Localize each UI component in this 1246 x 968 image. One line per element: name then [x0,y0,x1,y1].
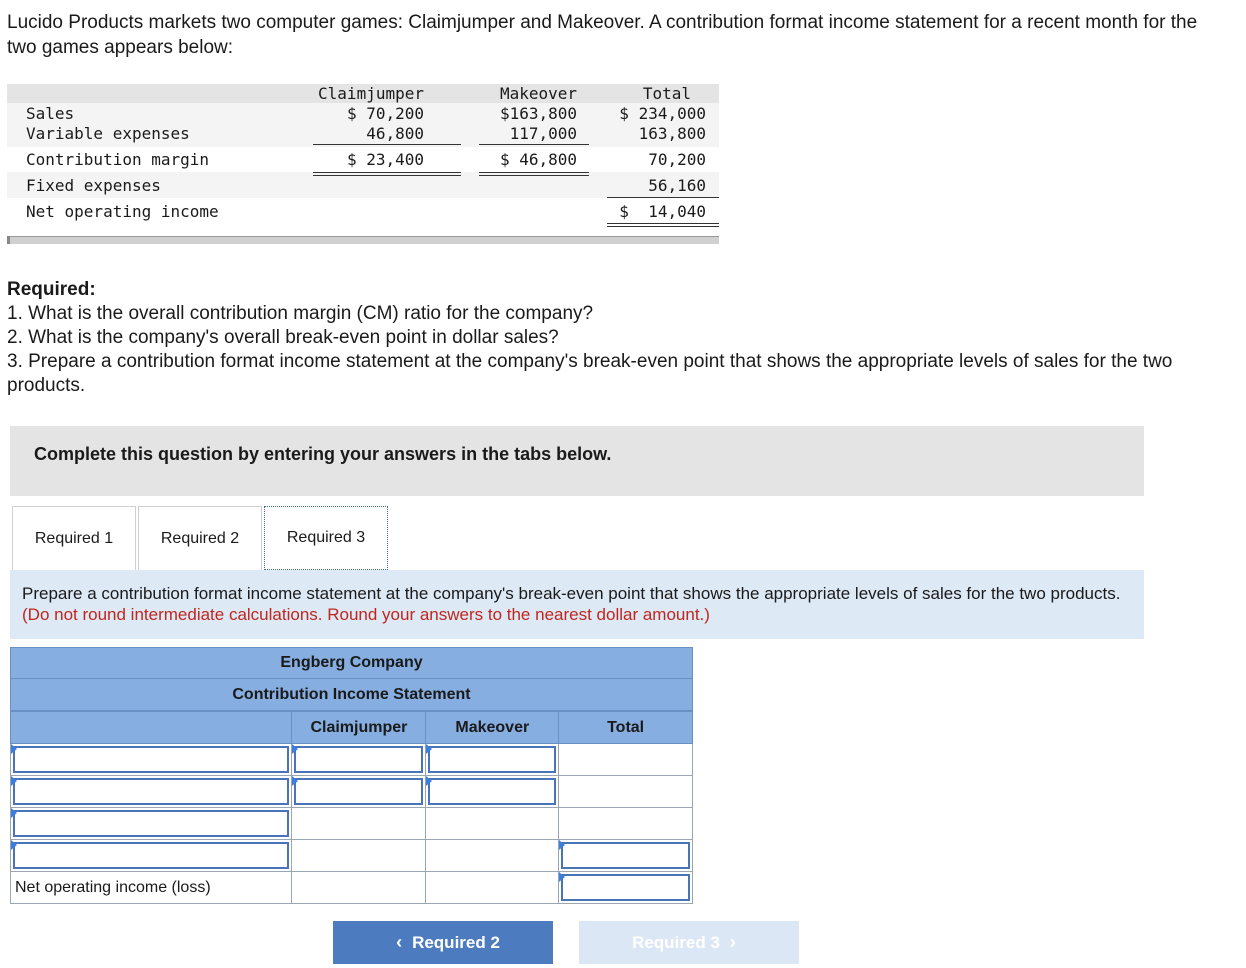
row-4-label-input[interactable] [11,840,292,872]
double-underline [607,226,719,227]
noi-total: $ 14,040 [619,202,706,221]
table-row [11,744,693,776]
noi-total-input[interactable] [559,872,693,904]
required-item-2: 2. What is the company's overall break-even point in dollar sales? [7,327,559,348]
input-marker-icon [292,776,298,786]
required-title: Required: [7,279,96,300]
source-income-statement [7,84,719,244]
row-3-makeover [426,808,559,840]
variable-claimjumper: 46,800 [366,124,424,143]
double-underline [313,175,461,176]
tab-required-3[interactable]: Required 3 [264,506,388,570]
double-underline [479,172,589,173]
answer-table [10,711,693,904]
blank-header [11,712,292,744]
input-marker-icon [292,744,298,754]
tab-prompt [10,570,1144,639]
tab-prompt-text: Prepare a contribution format income statement at the company's break-even point that shows the appropriate levels of sales for the two products. [22,584,1121,603]
row-3-total [559,808,693,840]
row-2-claimjumper-input[interactable] [292,776,426,808]
tab-required-1[interactable]: Required 1 [12,506,136,570]
table-scrollbar[interactable] [7,236,719,244]
table-row [11,840,693,872]
column-header-row [11,712,693,744]
col-makeover: Makeover [426,712,559,744]
variable-makeover: 117,000 [509,124,577,143]
dropdown-marker-icon [11,808,17,818]
tab-prompt-note: (Do not round intermediate calculations. Round your answers to the nearest dollar amount.) [22,605,710,624]
next-required-button[interactable] [579,921,799,964]
row-label-cm: Contribution margin [26,150,210,169]
answer-statement [10,647,693,904]
instruction-text: Complete this question by entering your answers in the tabs below. [34,444,612,464]
input-marker-icon [426,776,432,786]
row-label-variable: Variable expenses [26,124,190,143]
sales-total: $ 234,000 [619,104,706,123]
cm-total: 70,200 [648,150,706,169]
col-header-makeover: Makeover [499,84,577,103]
required-item-3: 3. Prepare a contribution format income statement at the company's break-even point that shows the appropriate levels of sales for the two products. [7,351,1173,396]
cm-makeover: $ 46,800 [499,150,577,169]
sales-makeover: $163,800 [499,104,577,123]
input-marker-icon [559,840,565,850]
sales-claimjumper: $ 70,200 [346,104,424,123]
company-name: Engberg Company [10,647,693,679]
tab-required-2[interactable]: Required 2 [138,506,262,570]
variable-total: 163,800 [638,124,706,143]
row-3-claimjumper [292,808,426,840]
instruction-bar [10,426,1144,496]
double-underline [313,172,461,173]
next-button-label: Required 3 [632,932,720,952]
required-section [7,278,1237,398]
row-2-makeover-input[interactable] [426,776,559,808]
prev-button-label: Required 2 [412,932,500,952]
row-1-claimjumper-input[interactable] [292,744,426,776]
fixed-total: 56,160 [648,176,706,195]
row-label-fixed: Fixed expenses [26,176,161,195]
required-item-1: 1. What is the overall contribution margin (CM) ratio for the company? [7,303,594,324]
col-total: Total [559,712,693,744]
row-2-label-input[interactable] [11,776,292,808]
dropdown-marker-icon [11,840,17,850]
row-label-noi: Net operating income [26,202,219,221]
col-header-total: Total [642,84,691,103]
col-claimjumper: Claimjumper [292,712,426,744]
underline [313,144,461,145]
row-3-label-input[interactable] [11,808,292,840]
row-2-total [559,776,693,808]
dropdown-marker-icon [11,776,17,786]
row-1-makeover-input[interactable] [426,744,559,776]
col-header-claimjumper: Claimjumper [318,84,424,103]
dropdown-marker-icon [11,744,17,754]
row-1-total [559,744,693,776]
row-label-sales: Sales [26,104,75,123]
underline [607,197,719,198]
row-1-label-input[interactable] [11,744,292,776]
cm-claimjumper: $ 23,400 [346,150,424,169]
input-marker-icon [559,872,565,882]
chevron-left-icon: ‹ [396,932,403,952]
chevron-right-icon: › [729,932,736,952]
problem-intro: Lucido Products markets two computer games: Claimjumper and Makeover. A contribution format income statement for a recent month for the two games appears below: [7,12,1198,58]
noi-claimjumper [292,872,426,904]
table-row [11,776,693,808]
table-row [11,808,693,840]
table-row [11,872,693,904]
row-4-claimjumper [292,840,426,872]
underline [479,144,589,145]
prev-required-button[interactable] [333,921,553,964]
table-scrollbar-handle[interactable] [7,236,10,244]
noi-makeover [426,872,559,904]
input-marker-icon [426,744,432,754]
double-underline [479,175,589,176]
row-4-makeover [426,840,559,872]
noi-label: Net operating income (loss) [11,872,292,904]
row-4-total-input[interactable] [559,840,693,872]
statement-title: Contribution Income Statement [10,679,693,711]
double-underline [607,223,719,224]
